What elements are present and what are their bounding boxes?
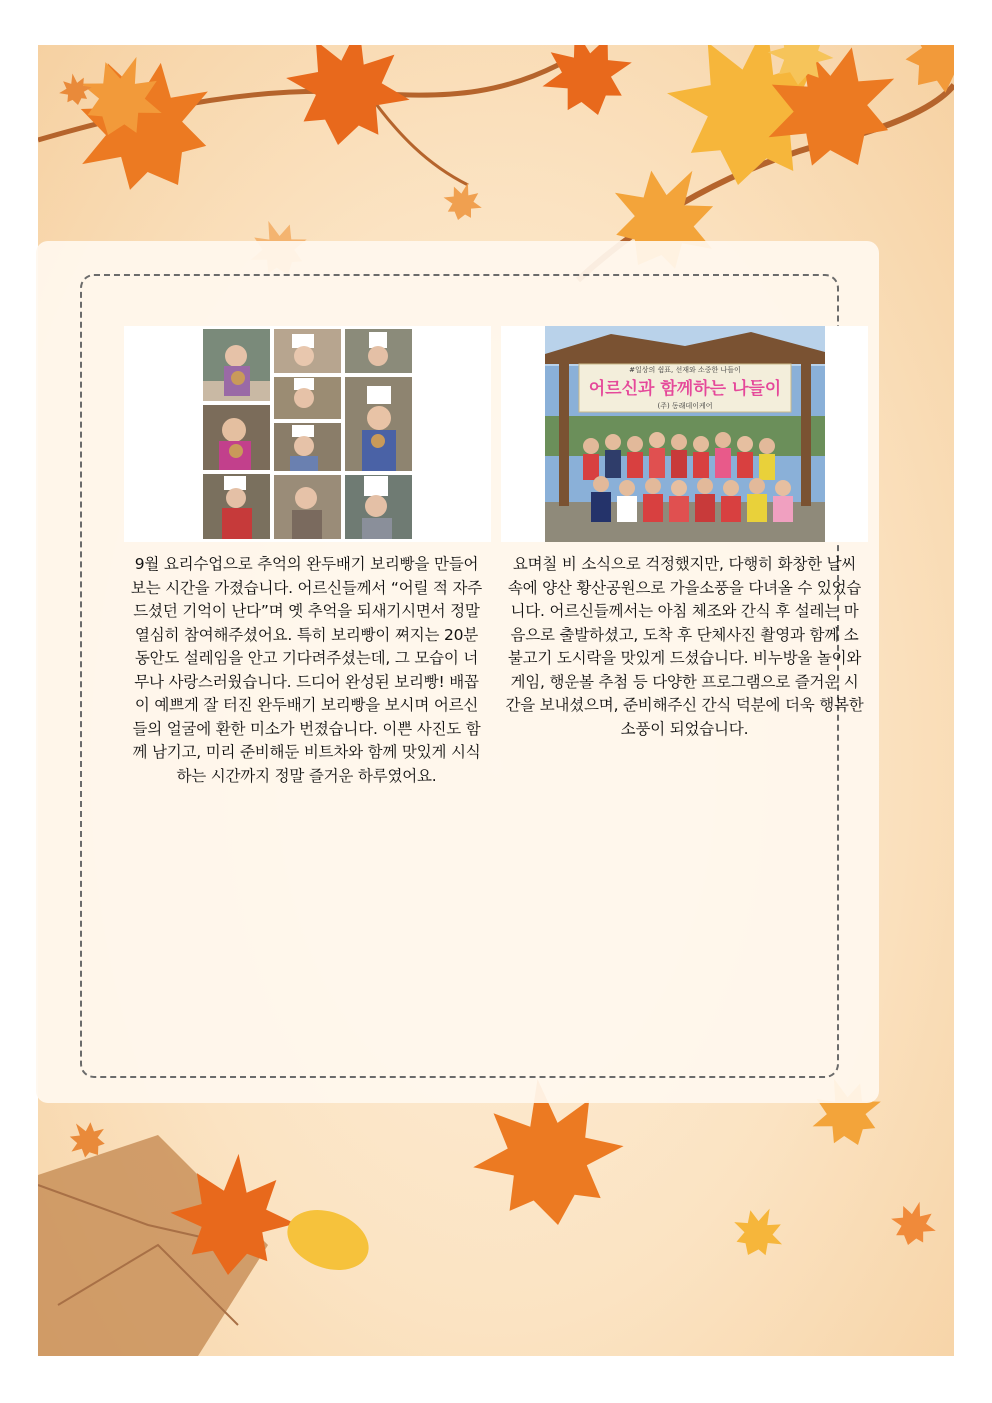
picnic-caption: 요며칠 비 소식으로 걱정했지만, 다행히 화창한 날씨 속에 양산 황산공원으로 가을소풍을 다녀올 수 있었습니다. 어르신들께서는 아침 체조와 간식 후 설레는 마음으로 출발하셨고, 도착 후 단체사진 촬영과 함께 소불고기 도시락을 맛있게 드셨습니다. 비누방울 놀이와 게임, 행운볼 추첨 등 다양한 프로그램으로 즐거운 시간을 보내셨으며, 준비해주신 간식 덕분에 더욱 행복한 소풍이 되었습니다.	[505, 555, 864, 738]
cooking-class-caption: 9월 요리수업으로 추억의 완두배기 보리빵을 만들어보는 시간을 가졌습니다. 어르신들께서 “어릴 적 자주 드셨던 기억이 난다”며 옛 추억을 되새기시면서 정말 열심히 참여해주셨어요. 특히 보리빵이 쪄지는 20분 동안도 설레임을 안고 기다려주셨는데, 그 모습이 너무나 사랑스러웠습니다. 드디어 완성된 보리빵! 배꼽이 예쁘게 잘 터진 완두배기 보리빵을 보시며 어르신들의 얼굴에 환한 미소가 번졌습니다. 이쁜 사진도 함께 남기고, 미리 준비해둔 비트차와 함께 맛있게 시식하는 시간까지 정말 즐거운 하루였어요.	[130, 555, 483, 785]
cooking-class-photo-collage	[124, 326, 491, 542]
banner-sub-text: (주) 동래데이케어	[657, 402, 713, 410]
banner-title: 어르신과 함께하는 나들이	[588, 379, 782, 399]
picnic-group-photo	[501, 326, 868, 542]
banner-top-text: #일상의 쉼표, 선재와 소중한 나들이	[629, 366, 741, 374]
